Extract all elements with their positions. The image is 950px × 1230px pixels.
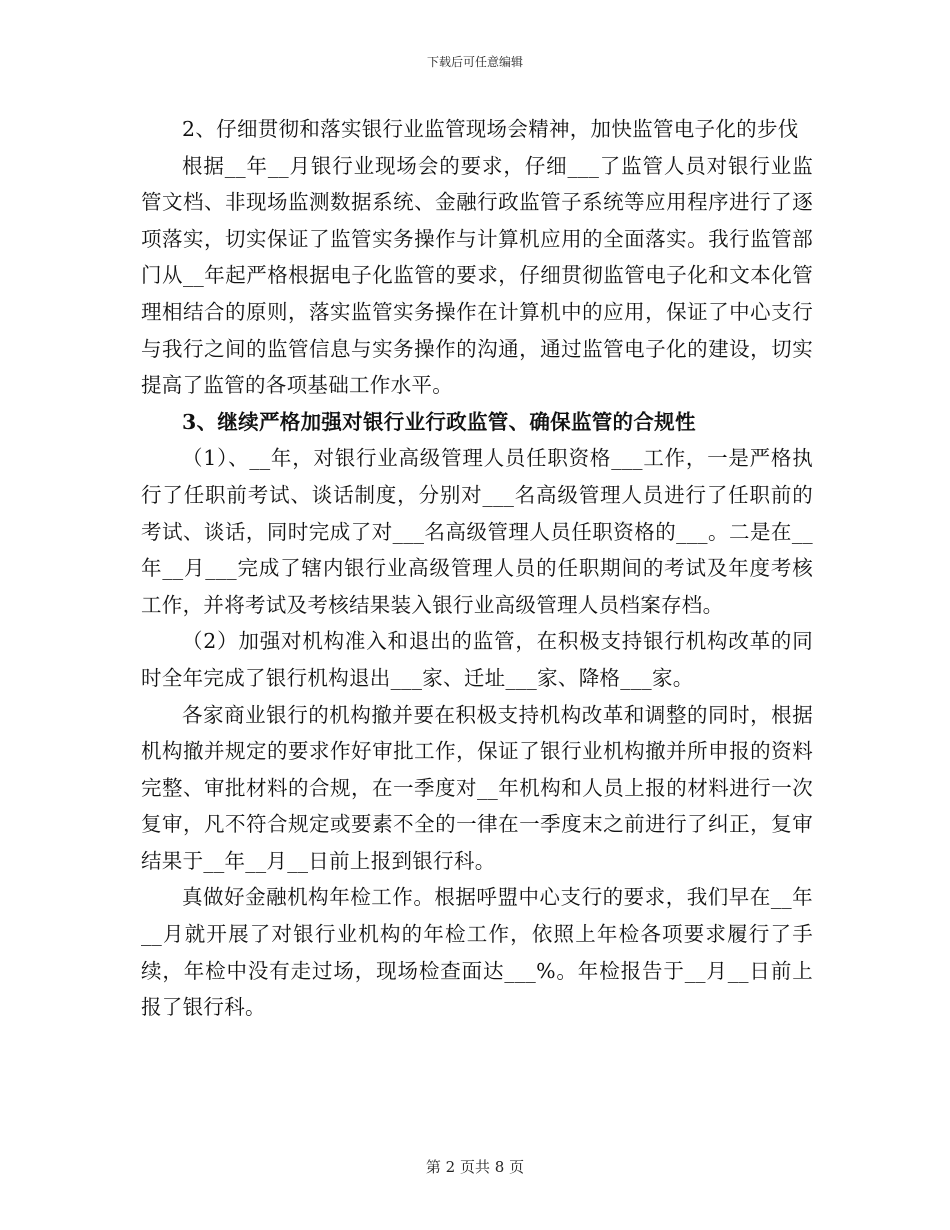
document-body bbox=[141, 111, 813, 1026]
paragraph-annual-inspection: 真做好金融机构年检工作。根据呼盟中心支行的要求，我们早在__年__月就开展了对银行业机构的年检工作，依照上年检各项要求履行了手续，年检中没有走过场，现场检查面达___%。年检报告于__月__日前上报了银行科。 bbox=[141, 885, 813, 1020]
paragraph-item-2: （2）加强对机构准入和退出的监管，在积极支持银行机构改革的同时全年完成了银行机构退出___家、迁址___家、降格___家。 bbox=[141, 629, 813, 690]
paragraph-section-2-title: 2、仔细贯彻和落实银行业监管现场会精神，加快监管电子化的步伐 bbox=[182, 117, 799, 141]
page-header: 下载后可任意编辑 bbox=[426, 55, 523, 69]
paragraph-section-2-body: 根据__年__月银行业现场会的要求，仔细___了监管人员对银行业监管文档、非现场监测数据系统、金融行政监管子系统等应用程序进行了逐项落实，切实保证了监管实务操作与计算机应用的全面落实。我行监管部门从__年起严格根据电子化监管的要求，仔细贯彻监管电子化和文本化管理相结合的原则，落实监管实务操作在计算机中的应用，保证了中心支行与我行之间的监管信息与实务操作的沟通，通过监管电子化的建设，切实提高了监管的各项基础工作水平。 bbox=[141, 153, 813, 398]
paragraph-section-3-title: 3、继续严格加强对银行业行政监管、确保监管的合规性 bbox=[182, 409, 696, 434]
page-number: 第 2 页共 8 页 bbox=[425, 1158, 525, 1176]
paragraph-item-1: （1）、__年，对银行业高级管理人员任职资格___工作，一是严格执行了任职前考试、谈话制度，分别对___名高级管理人员进行了任职前的考试、谈话，同时完成了对___名高级管理人员任职资格的___。二是在__年__月___完成了辖内银行业高级管理人员的任职期间的考试及年度考核工作，并将考试及考核结果装入银行业高级管理人员档案存档。 bbox=[141, 446, 813, 617]
paragraph-bank-merger: 各家商业银行的机构撤并要在积极支持机构改革和调整的同时，根据机构撤并规定的要求作好审批工作，保证了银行业机构撤并所申报的资料完整、审批材料的合规，在一季度对__年机构和人员上报的材料进行一次复审，凡不符合规定或要素不全的一律在一季度末之前进行了纠正，复审结果于__年__月__日前上报到银行科。 bbox=[141, 702, 813, 873]
